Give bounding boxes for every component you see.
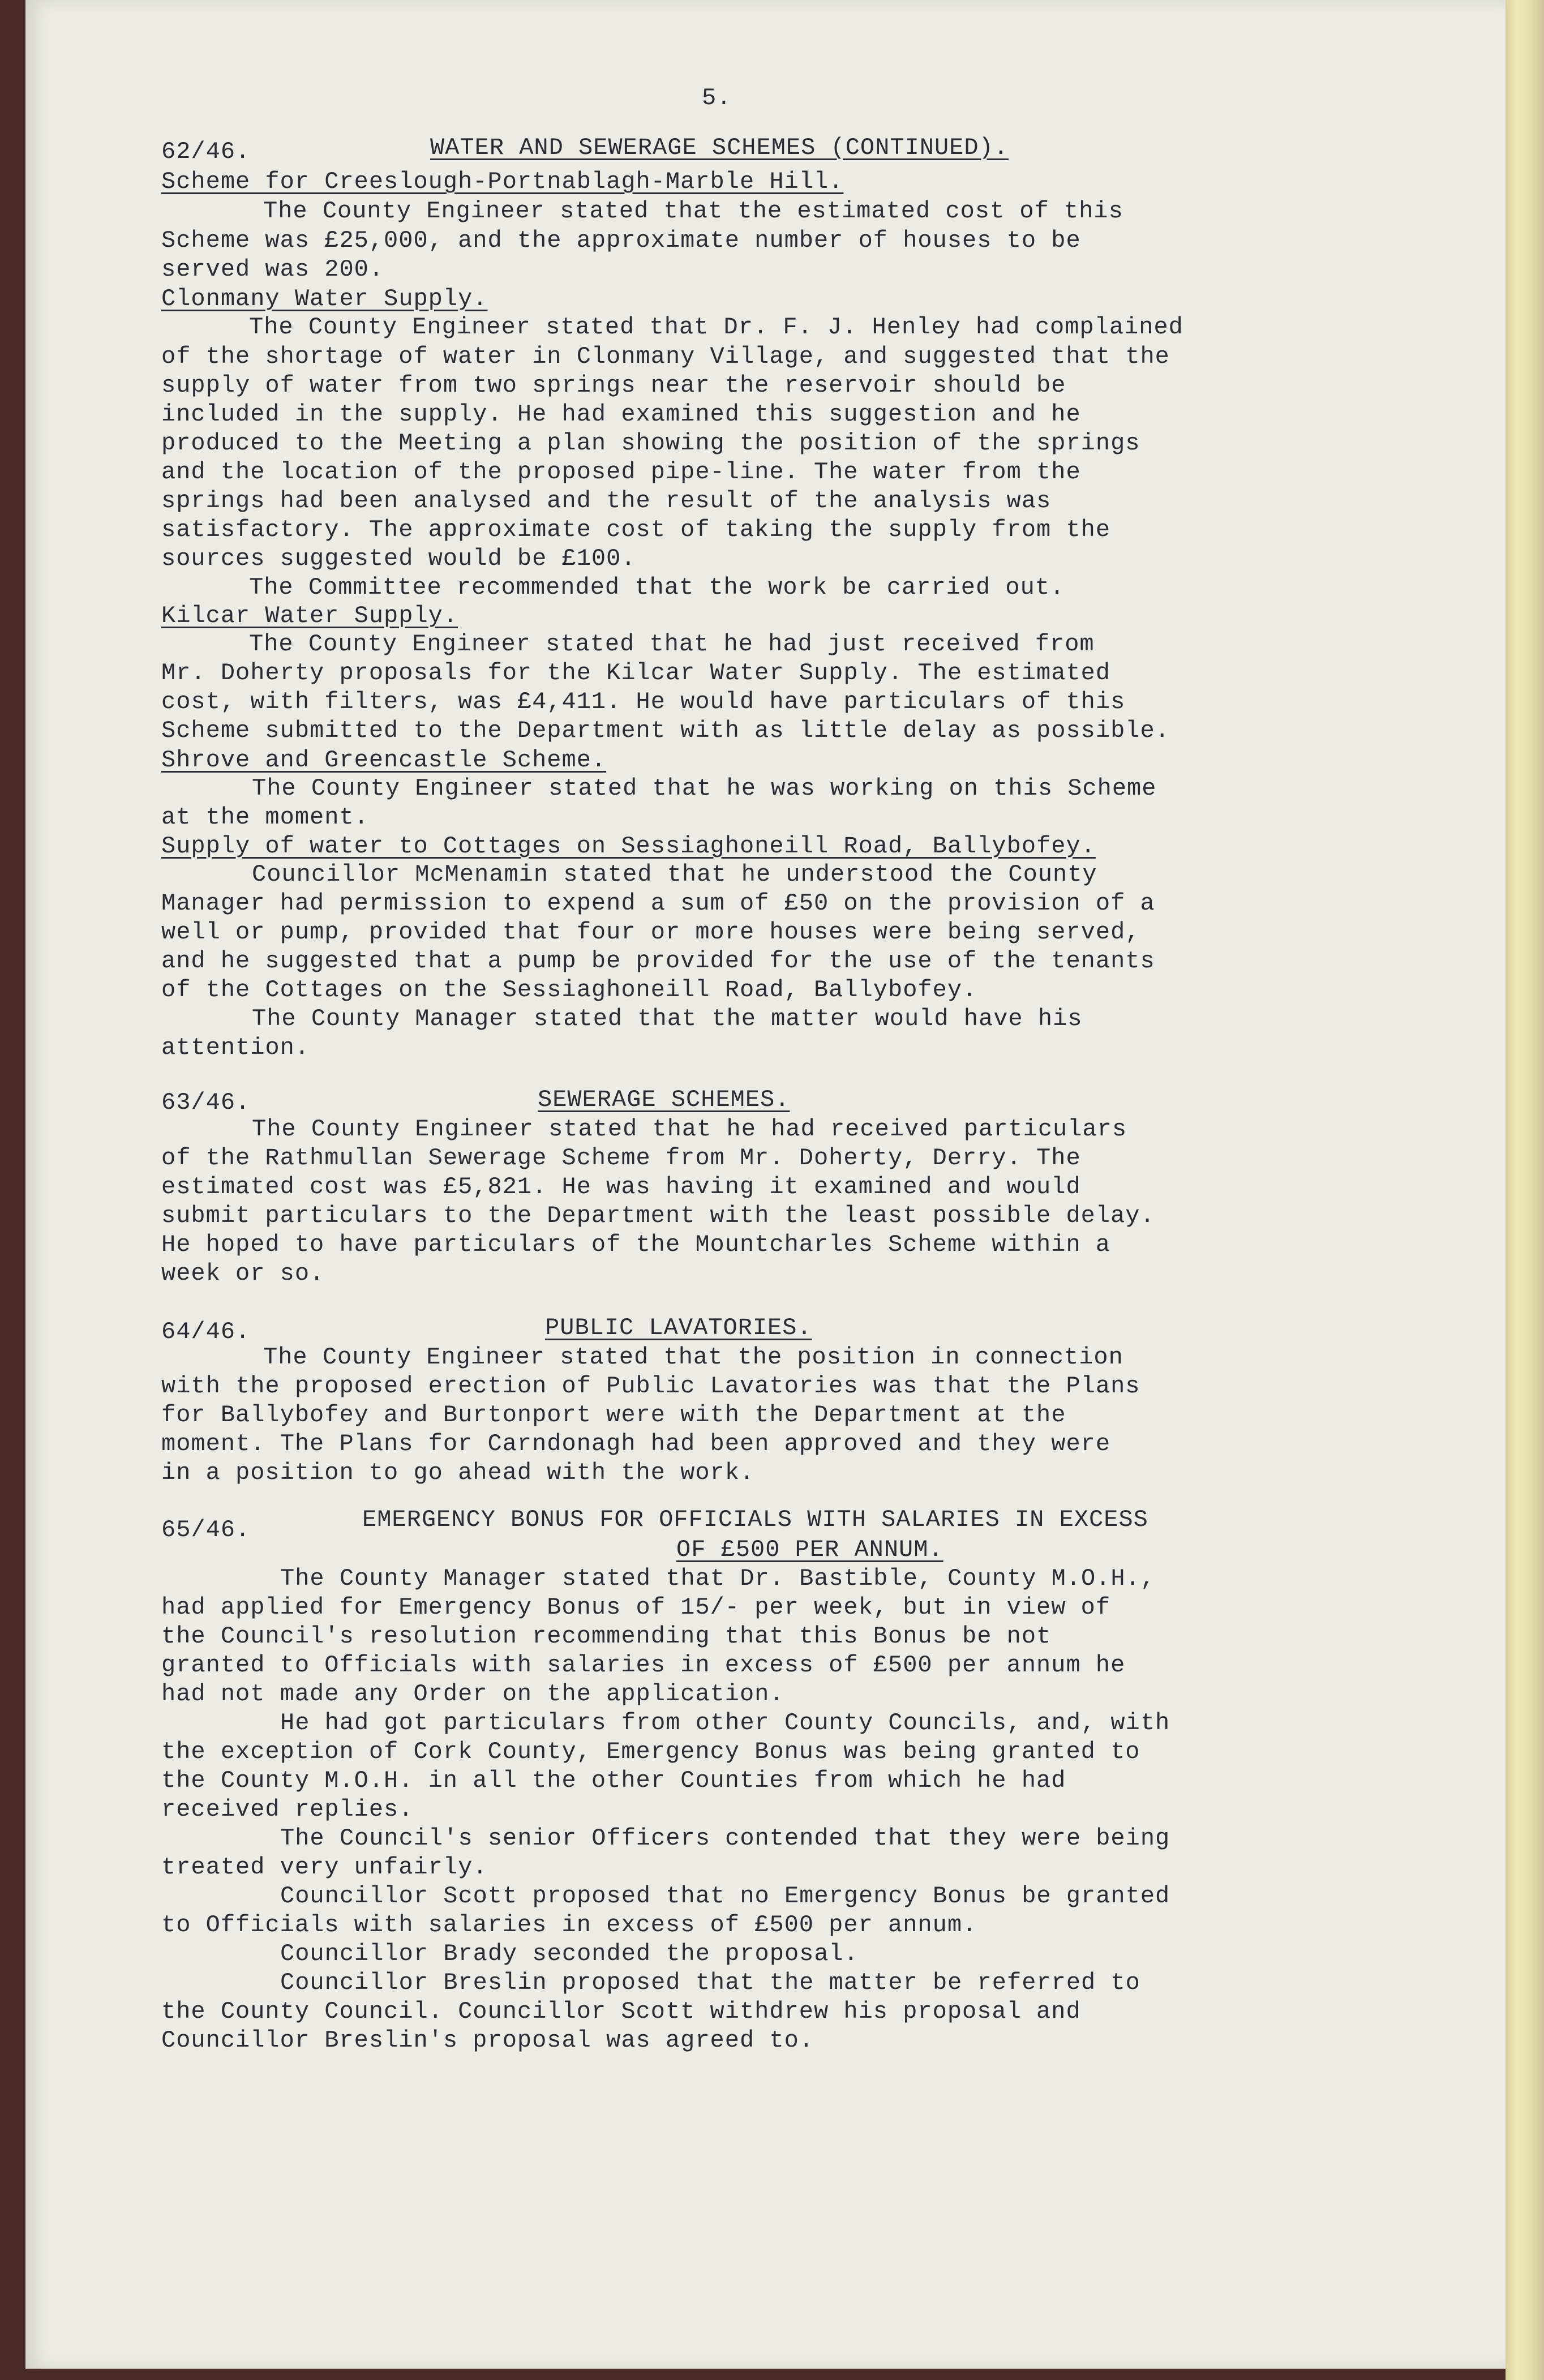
paragraph-line: the exception of Cork County, Emergency Bonus was being granted to <box>161 1738 1140 1765</box>
paragraph-line: included in the supply. He had examined this suggestion and he <box>161 401 1081 428</box>
paragraph-line: The County Engineer stated that he had received particulars <box>252 1116 1127 1143</box>
subsection-heading: Shrove and Greencastle Scheme. <box>161 747 607 774</box>
paragraph-line: submit particulars to the Department with the least possible delay. <box>161 1202 1155 1229</box>
paragraph-line: and the location of the proposed pipe-line. The water from the <box>161 458 1081 486</box>
item-title-continued-text: OF £500 PER ANNUM. <box>676 1536 943 1563</box>
paragraph-line: sources suggested would be £100. <box>161 545 636 572</box>
subsection-heading: Supply of water to Cottages on Sessiaghoneill Road, Ballybofey. <box>161 833 1096 860</box>
paragraph-line: He had got particulars from other County Councils, and, with <box>280 1709 1170 1736</box>
paragraph-line: of the shortage of water in Clonmany Village, and suggested that the <box>161 343 1170 370</box>
paragraph-line: had applied for Emergency Bonus of 15/- per week, but in view of <box>161 1594 1111 1621</box>
paragraph-line: moment. The Plans for Carndonagh had been approved and they were <box>161 1430 1111 1457</box>
paragraph-line: of the Rathmullan Sewerage Scheme from Mr. Doherty, Derry. The <box>161 1144 1081 1172</box>
paragraph-line: served was 200. <box>161 256 384 283</box>
paragraph-line: Manager had permission to expend a sum of £50 on the provision of a <box>161 890 1155 917</box>
paragraph-line: Councillor Brady seconded the proposal. <box>280 1940 859 1967</box>
paragraph-line: Scheme submitted to the Department with as little delay as possible. <box>161 717 1170 744</box>
paragraph-line: satisfactory. The approximate cost of taking the supply from the <box>161 516 1111 543</box>
page-number: 5. <box>702 84 732 112</box>
subsection-heading: Clonmany Water Supply. <box>161 285 488 312</box>
paragraph-line: The County Manager stated that the matter would have his <box>252 1005 1083 1032</box>
paragraph-line: attention. <box>161 1034 310 1061</box>
item-number: 64/46. <box>161 1318 251 1345</box>
paragraph-line: and he suggested that a pump be provided for the use of the tenants <box>161 947 1155 975</box>
paragraph-line: The Council's senior Officers contended that they were being <box>280 1825 1170 1852</box>
page-edge <box>1506 0 1544 2380</box>
paragraph-line: the County M.O.H. in all the other Counties from which he had <box>161 1767 1066 1794</box>
paragraph-line: granted to Officials with salaries in excess of £500 per annum he <box>161 1652 1126 1679</box>
document-page <box>25 0 1506 2369</box>
paragraph-line: the Council's resolution recommending that this Bonus be not <box>161 1623 1052 1650</box>
paragraph-line: He hoped to have particulars of the Mountcharles Scheme within a <box>161 1231 1111 1258</box>
item-title: SEWERAGE SCHEMES. <box>538 1086 790 1113</box>
paragraph-line: cost, with filters, was £4,411. He would have particulars of this <box>161 688 1126 715</box>
paragraph-line: produced to the Meeting a plan showing the position of the springs <box>161 430 1140 457</box>
paragraph-line: Councillor Breslin's proposal was agreed to. <box>161 2027 814 2054</box>
paragraph-line: Councillor McMenamin stated that he understood the County <box>252 861 1097 888</box>
paragraph-line: for Ballybofey and Burtonport were with the Department at the <box>161 1401 1066 1429</box>
paragraph-line: The County Manager stated that Dr. Bastible, County M.O.H., <box>280 1565 1156 1592</box>
item-number: 62/46. <box>161 138 251 165</box>
paragraph-line: week or so. <box>161 1260 325 1287</box>
paragraph-line: received replies. <box>161 1796 414 1823</box>
paragraph-line: treated very unfairly. <box>161 1854 488 1881</box>
paragraph-line: with the proposed erection of Public Lavatories was that the Plans <box>161 1373 1140 1400</box>
paragraph-line: well or pump, provided that four or more houses were being served, <box>161 919 1140 946</box>
item-title: PUBLIC LAVATORIES. <box>545 1314 812 1341</box>
item-title-continued <box>362 1537 1258 1563</box>
typed-minutes <box>25 0 1506 2369</box>
paragraph-line: of the Cottages on the Sessiaghoneill Road, Ballybofey. <box>161 976 977 1004</box>
paragraph-line: springs had been analysed and the result of the analysis was <box>161 487 1052 514</box>
paragraph-line: at the moment. <box>161 804 369 831</box>
item-number: 65/46. <box>161 1516 251 1543</box>
paragraph-line: in a position to go ahead with the work. <box>161 1459 755 1486</box>
paragraph-line: had not made any Order on the application. <box>161 1680 784 1708</box>
paragraph-line: Scheme was £25,000, and the approximate number of houses to be <box>161 227 1081 254</box>
paragraph-line: The County Engineer stated that the position in connection <box>263 1344 1123 1371</box>
paragraph-line: supply of water from two springs near the reservoir should be <box>161 372 1066 399</box>
subsection-heading: Kilcar Water Supply. <box>161 602 458 629</box>
subsection-heading: Scheme for Creeslough-Portnablagh-Marble Hill. <box>161 168 844 195</box>
paragraph-line: Councillor Scott proposed that no Emergency Bonus be granted <box>280 1882 1170 1910</box>
paragraph-line: The Committee recommended that the work be carried out. <box>249 574 1065 601</box>
paragraph-line: Mr. Doherty proposals for the Kilcar Water Supply. The estimated <box>161 659 1111 687</box>
paragraph-line: The County Engineer stated that Dr. F. J. Henley had complained <box>249 314 1183 341</box>
paragraph-line: The County Engineer stated that the estimated cost of this <box>263 198 1123 225</box>
item-title: WATER AND SEWERAGE SCHEMES (CONTINUED). <box>430 134 1009 161</box>
paragraph-line: Councillor Breslin proposed that the matter be referred to <box>280 1969 1140 1996</box>
paragraph-line: the County Council. Councillor Scott withdrew his proposal and <box>161 1998 1081 2025</box>
item-title: EMERGENCY BONUS FOR OFFICIALS WITH SALARIES IN EXCESS <box>362 1506 1148 1533</box>
paragraph-line: The County Engineer stated that he was working on this Scheme <box>252 775 1157 802</box>
paragraph-line: estimated cost was £5,821. He was having it examined and would <box>161 1173 1081 1200</box>
paragraph-line: to Officials with salaries in excess of £500 per annum. <box>161 1911 977 1939</box>
item-number: 63/46. <box>161 1089 251 1116</box>
paragraph-line: The County Engineer stated that he had just received from <box>249 631 1095 658</box>
